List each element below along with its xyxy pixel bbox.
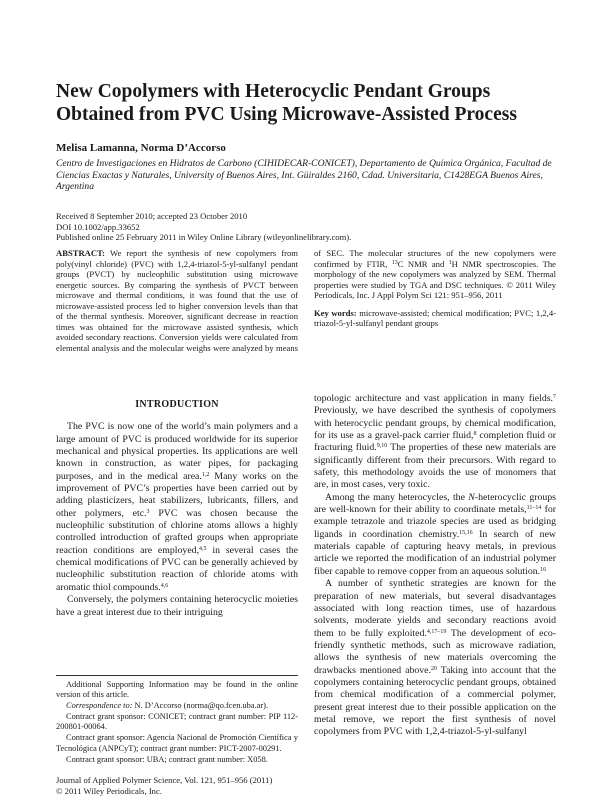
abstract-text: ABSTRACT: We report the synthesis of new copolymers from poly(vinyl chloride) (PVC) with 1,2,4-triazol-5-yl-sulfanyl pendant groups (PVCT) by nucleophilic substitution using microwave energetic sources. By comparing the synthesis of PVCT between microwave and thermal conditions, it was found that the use of microwave-assisted process led to higher conversion levels than that of the thermal synthesis. Moreover, significant decrease in reaction times was obtained for the microwave assisted synthesis, which avoided secondary reactions. Conversion yields were calculated from elemental analysis and the molecular weighs were analyzed by means of SEC. The molecular structures of the new copolymers were confirmed by FTIR, $^{13}$C NMR and $^1$H NMR spectroscopies. The morphology of the new copolymers was analyzed by SEM. Thermal properties were studied by TGA and DSC techniques. © 2011 Wiley Periodicals, Inc. J Appl Polym Sci 121: 951–956, 2011 [56,248,556,353]
published-date: Published online 25 February 2011 in Wiley Online Library (wileyonlinelibrary.com). [56,232,352,243]
grant-note-3: Contract grant sponsor: UBA; contract grant number: X058. [66,754,268,764]
intro-paragraph-3: topologic architecture and vast application in many fields.$^7$ Previously, we have described the synthesis of copolymers with heterocyclic pendant groups, by chemical modification, for its use as a gravel-pack carrier fluid,$^8$ completion fluid or fracturing fluid.$^{9,10}$ The properties of these new materials are significantly different from their precursors. With regard to safety, this methodology avoids the use of monomers that are, in most cases, very toxic. [314,393,557,491]
left-column [56,393,298,619]
keywords: Key words: microwave-assisted; chemical modification; PVC; 1,2,4-triazol-5-yl-sulfanyl pendant groups [314,307,556,328]
correspondence-note: Correspondence to: N. D’Accorso (norma@qo.fcen.uba.ar). [66,701,269,711]
doi: DOI 10.1002/app.33652 [56,221,140,232]
article-title: New Copolymers with Heterocyclic Pendant Groups Obtained from PVC Using Microwave-Assisted Process [56,81,517,125]
abstract-label: ABSTRACT: [56,248,106,258]
right-column [314,393,556,739]
article-dates [56,211,556,243]
introduction-heading: INTRODUCTION [135,399,219,410]
intro-paragraph-1: The PVC is now one of the world’s main polymers and a large amount of PVC is produced worldwide for its superior mechanical and physical properties. Its applications are well known in construction, as water pipes, for packaging purposes, and in the medical area.$^{1,2}$ Many works on the improvement of PVC’s properties have been carried out by adding plasticizers, heat stabilizers, lubricants, fillers, and other polymers, etc.$^3$ PVC was chosen because the nucleophilic substitution of chlorine atoms allows a highly controlled introduction of grafted groups when appropriate reaction conditions are employed,$^{4,5}$ in several cases the chemical modifications of PVC can be generally achieved by nucleophilic substitution reaction of chloride atoms with aromatic thiol compounds.$^{4,6}$ [56,421,298,593]
received-date: Received 8 September 2010; accepted 23 October 2010 [56,211,248,221]
journal-line: Journal of Applied Polymer Science, Vol. 121, 951–956 (2011) [56,775,273,785]
supporting-info-note: Additional Supporting Information may be found in the online version of this article. [56,680,298,700]
affiliation: Centro de Investigaciones en Hidratos de Carbono (CIHIDECAR-CONICET), Departamento de Química Orgánica, Facultad de Ciencias Exactas y Naturales, University of Buenos Aires, Int. Güiraldes 2160, Cdad. Universitaria, C1428EGA Buenos Aires, Argentina [56,158,552,193]
grant-note-2: Contract grant sponsor: Agencia Nacional de Promoción Científica y Tecnológica (ANPCyT); contract grant number: PICT-2007-00291. [56,733,298,753]
copyright-line: © 2011 Wiley Periodicals, Inc. [56,785,162,796]
keywords-label: Key words: [314,307,357,318]
authors: Melisa Lamanna, Norma D’Accorso [56,142,226,154]
journal-citation [56,775,306,796]
intro-paragraph-4: Among the many heterocycles, the N-heterocyclic groups are well-known for their ability to coordinate metals,$^{11-14}$ for example tetrazole and triazole species are used as bridging ligands in coordination chemistry.$^{15,16}$ In search of new materials capable of capturing heavy metals, in previous article we reported the modification of an industrial polymer fiber capable to remove copper from an aqueous solution.$^{16}$ [314,491,556,577]
intro-paragraph-2: Conversely, the polymers containing heterocyclic moieties have a great interest due to their intriguing [56,594,298,618]
footnotes [56,675,298,766]
grant-note-1: Contract grant sponsor: CONICET; contract grant number: PIP 112-200801-00064. [56,712,298,732]
abstract [56,248,556,358]
intro-paragraph-5: A number of synthetic strategies are known for the preparation of new materials, but several disadvantages associated with long reaction times, use of hazardous solvents, moderate yields and secondary reactions avoid them to be fully exploited.$^{4,17-19}$ The development of eco-friendly synthetic methods, such as microwave radiation, allows the synthesis of new materials overcoming the drawbacks mentioned above.$^{20}$ Taking into account that the copolymers containing heterocyclic pendant groups, obtained from chemical modification of a commercial polymer, present great interest due to their possible application on the metal remove, we report the first synthesis of novel copolymers from PVC with 1,2,4-triazol-5-yl-sulfanyl [314,578,556,738]
